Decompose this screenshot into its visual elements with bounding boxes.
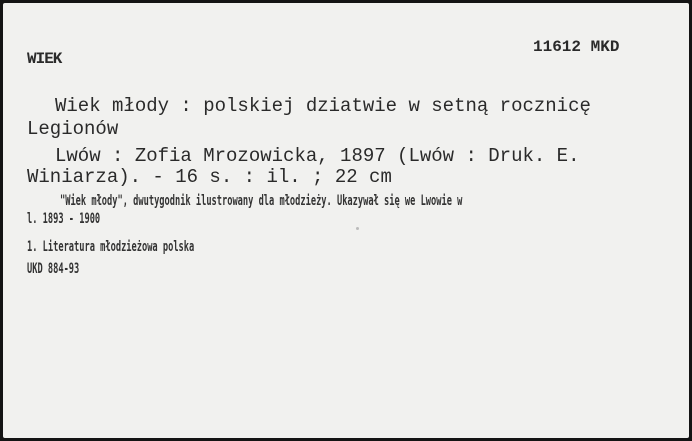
title-line-2: Legionów [27,118,119,140]
publication-line-1: Lwów : Zofia Mrozowicka, 1897 (Lwów : Druk. E. [55,145,580,167]
note-line-1: "Wiek młody", dwutygodnik ilustrowany dla młodzieży. Ukazywał się we Lwowie w [60,193,463,209]
title-line-1: Wiek młody : polskiej dziatwie w setną rocznicę [55,95,591,117]
paper-speck [356,227,359,230]
catalog-card [3,3,689,438]
note-line-2: l. 1893 - 1900 [27,211,101,227]
publication-line-2: Winiarza). - 16 s. : il. ; 22 cm [27,166,392,188]
ukd-classification: UKD 884-93 [27,261,80,277]
call-number: 11612 MKD [533,38,620,56]
card-heading: WIEK [27,50,62,68]
subject-heading: 1. Literatura młodzieżowa polska [27,239,195,255]
